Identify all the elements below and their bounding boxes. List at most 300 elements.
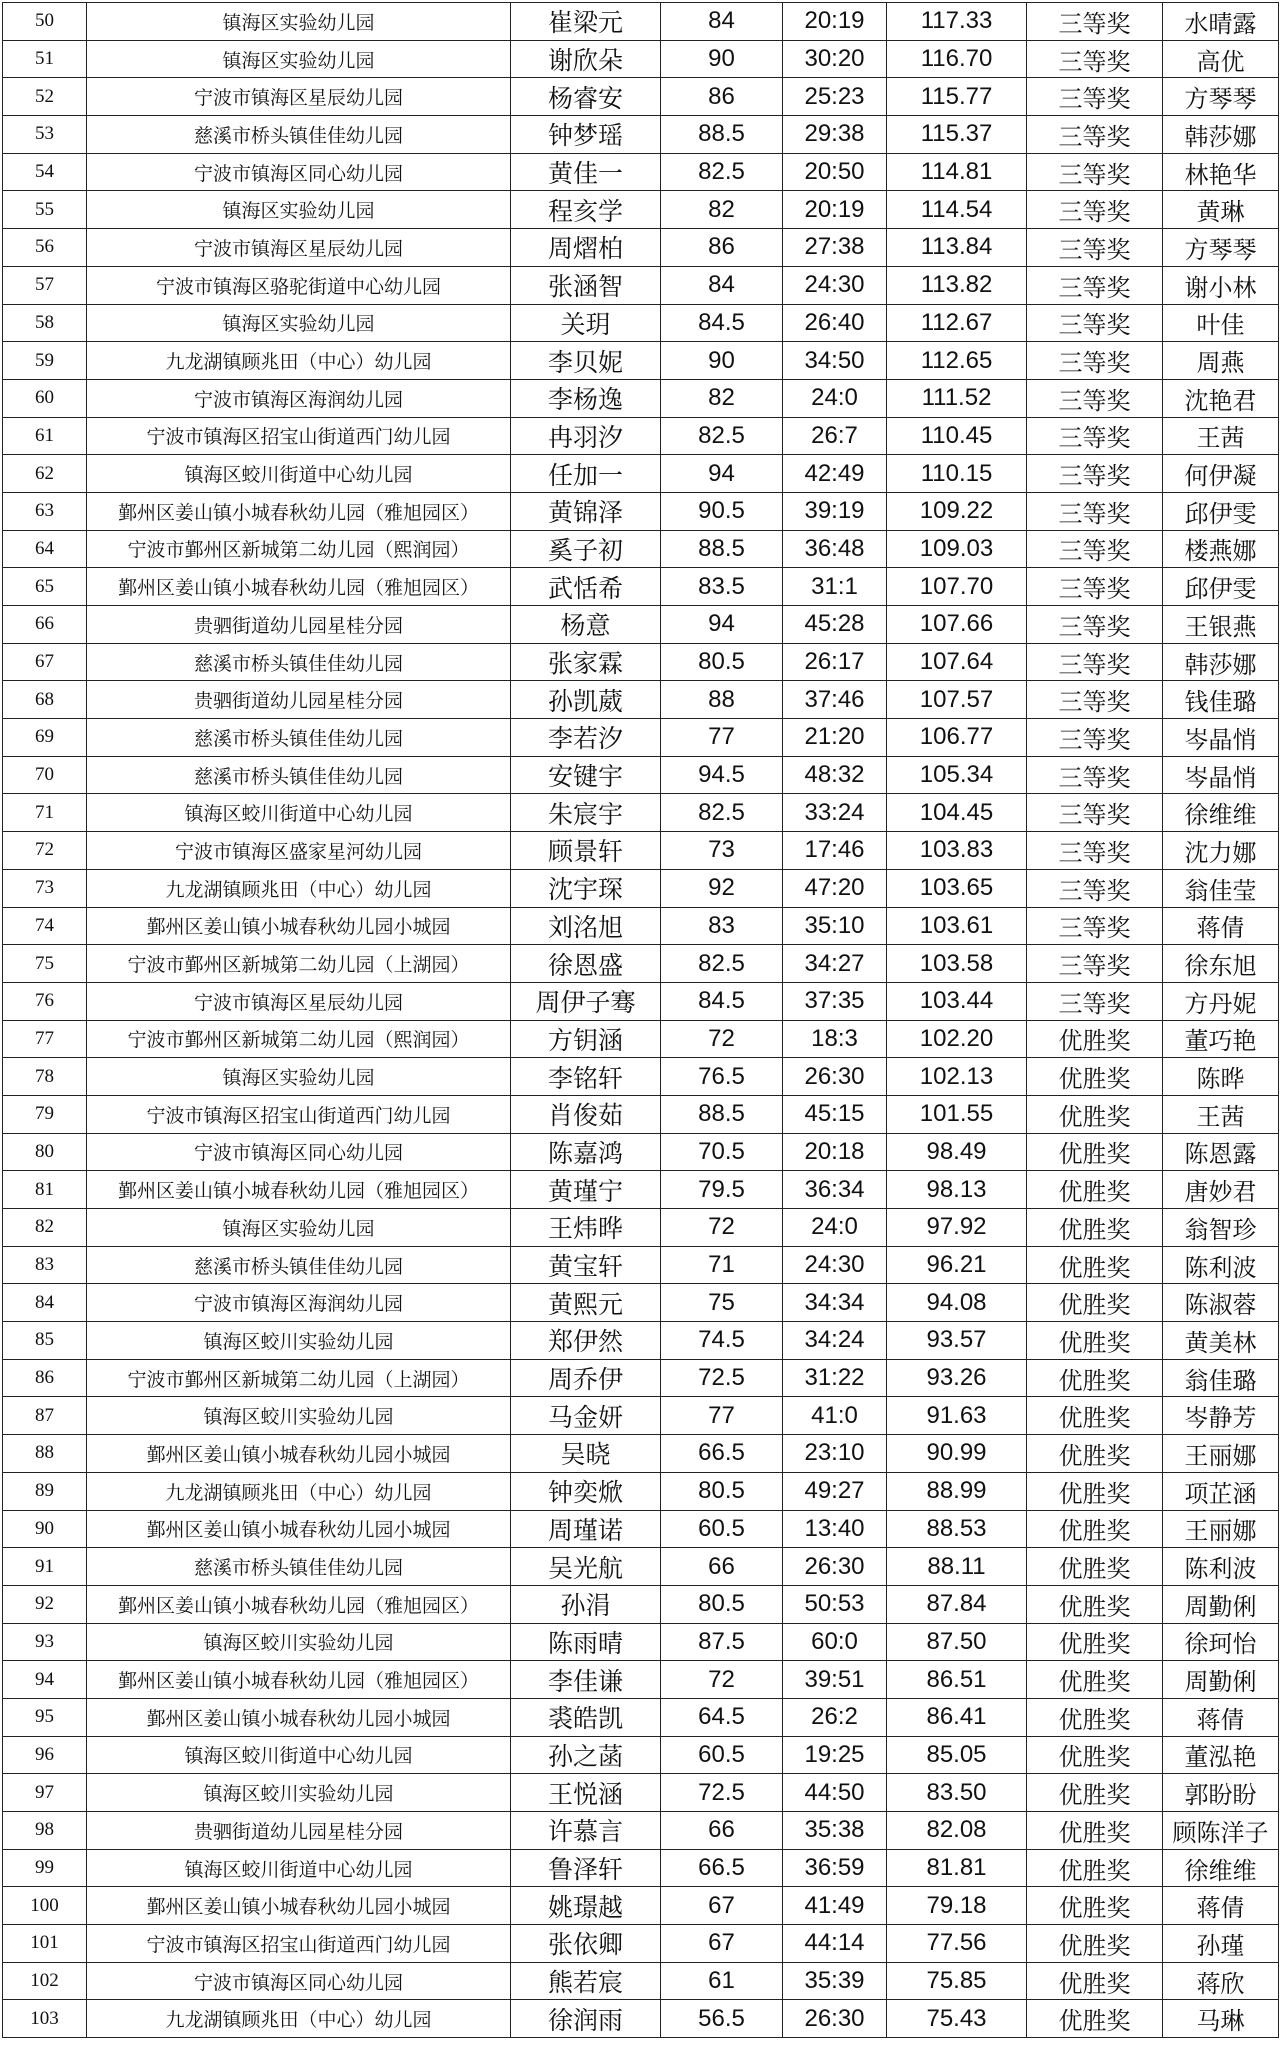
student-name-cell: 王悦涵 [511, 1774, 661, 1812]
award-cell: 优胜奖 [1027, 1548, 1163, 1586]
row-number-cell: 53 [3, 116, 87, 154]
time-cell: 29:38 [783, 116, 887, 154]
award-cell: 三等奖 [1027, 756, 1163, 794]
school-cell: 鄞州区姜山镇小城春秋幼儿园（雅旭园区） [87, 1661, 511, 1699]
time-cell: 36:34 [783, 1171, 887, 1209]
award-cell: 优胜奖 [1027, 1209, 1163, 1247]
student-name-cell: 黄熙元 [511, 1284, 661, 1322]
school-cell: 镇海区实验幼儿园 [87, 1058, 511, 1096]
teacher-cell: 郭盼盼 [1163, 1774, 1279, 1812]
total-score-cell: 105.34 [887, 756, 1027, 794]
score-cell: 77 [661, 719, 783, 757]
student-name-cell: 李贝妮 [511, 342, 661, 380]
student-name-cell: 朱宸宇 [511, 794, 661, 832]
student-name-cell: 程亥学 [511, 191, 661, 229]
award-cell: 优胜奖 [1027, 1887, 1163, 1925]
student-name-cell: 任加一 [511, 455, 661, 493]
teacher-cell: 周勤俐 [1163, 1585, 1279, 1623]
student-name-cell: 谢欣朵 [511, 40, 661, 78]
school-cell: 宁波市鄞州区新城第二幼儿园（上湖园） [87, 1359, 511, 1397]
student-name-cell: 安键宇 [511, 756, 661, 794]
school-cell: 贵驷街道幼儿园星桂分园 [87, 1812, 511, 1850]
student-name-cell: 关玥 [511, 304, 661, 342]
award-cell: 优胜奖 [1027, 1246, 1163, 1284]
time-cell: 23:10 [783, 1435, 887, 1473]
total-score-cell: 107.66 [887, 606, 1027, 644]
school-cell: 鄞州区姜山镇小城春秋幼儿园小城园 [87, 1435, 511, 1473]
school-cell: 宁波市镇海区星辰幼儿园 [87, 78, 511, 116]
table-row [3, 568, 1279, 606]
student-name-cell: 武恬希 [511, 568, 661, 606]
school-cell: 宁波市镇海区招宝山街道西门幼儿园 [87, 1095, 511, 1133]
award-cell: 优胜奖 [1027, 1962, 1163, 2000]
time-cell: 19:25 [783, 1736, 887, 1774]
row-number-cell: 75 [3, 945, 87, 983]
score-cell: 80.5 [661, 1585, 783, 1623]
total-score-cell: 82.08 [887, 1812, 1027, 1850]
teacher-cell: 孙瑾 [1163, 1925, 1279, 1963]
award-cell: 三等奖 [1027, 266, 1163, 304]
time-cell: 26:17 [783, 643, 887, 681]
score-cell: 84.5 [661, 304, 783, 342]
score-cell: 82 [661, 379, 783, 417]
time-cell: 37:46 [783, 681, 887, 719]
time-cell: 34:50 [783, 342, 887, 380]
time-cell: 35:10 [783, 907, 887, 945]
row-number-cell: 93 [3, 1623, 87, 1661]
total-score-cell: 87.50 [887, 1623, 1027, 1661]
award-cell: 三等奖 [1027, 681, 1163, 719]
teacher-cell: 蒋倩 [1163, 1887, 1279, 1925]
teacher-cell: 钱佳璐 [1163, 681, 1279, 719]
table-row [3, 78, 1279, 116]
table-row [3, 1359, 1279, 1397]
time-cell: 20:19 [783, 191, 887, 229]
table-row [3, 869, 1279, 907]
teacher-cell: 顾陈洋子 [1163, 1812, 1279, 1850]
school-cell: 慈溪市桥头镇佳佳幼儿园 [87, 116, 511, 154]
total-score-cell: 117.33 [887, 3, 1027, 41]
student-name-cell: 孙凯葳 [511, 681, 661, 719]
row-number-cell: 59 [3, 342, 87, 380]
total-score-cell: 83.50 [887, 1774, 1027, 1812]
award-cell: 三等奖 [1027, 869, 1163, 907]
row-number-cell: 87 [3, 1397, 87, 1435]
teacher-cell: 水晴露 [1163, 3, 1279, 41]
total-score-cell: 107.70 [887, 568, 1027, 606]
total-score-cell: 96.21 [887, 1246, 1027, 1284]
total-score-cell: 85.05 [887, 1736, 1027, 1774]
score-cell: 82 [661, 191, 783, 229]
award-cell: 三等奖 [1027, 191, 1163, 229]
table-row [3, 1435, 1279, 1473]
score-cell: 88.5 [661, 530, 783, 568]
table-row [3, 266, 1279, 304]
total-score-cell: 91.63 [887, 1397, 1027, 1435]
row-number-cell: 79 [3, 1095, 87, 1133]
row-number-cell: 72 [3, 832, 87, 870]
award-cell: 优胜奖 [1027, 1585, 1163, 1623]
table-row [3, 1058, 1279, 1096]
teacher-cell: 王银燕 [1163, 606, 1279, 644]
school-cell: 镇海区实验幼儿园 [87, 40, 511, 78]
total-score-cell: 104.45 [887, 794, 1027, 832]
score-cell: 67 [661, 1925, 783, 1963]
table-row [3, 606, 1279, 644]
total-score-cell: 103.58 [887, 945, 1027, 983]
award-cell: 优胜奖 [1027, 1359, 1163, 1397]
table-row [3, 681, 1279, 719]
total-score-cell: 111.52 [887, 379, 1027, 417]
student-name-cell: 熊若宸 [511, 1962, 661, 2000]
student-name-cell: 冉羽汐 [511, 417, 661, 455]
table-row [3, 1133, 1279, 1171]
total-score-cell: 113.84 [887, 229, 1027, 267]
teacher-cell: 翁智珍 [1163, 1209, 1279, 1247]
score-cell: 94 [661, 455, 783, 493]
table-row [3, 1925, 1279, 1963]
student-name-cell: 黄宝轩 [511, 1246, 661, 1284]
school-cell: 宁波市镇海区盛家星河幼儿园 [87, 832, 511, 870]
teacher-cell: 沈艳君 [1163, 379, 1279, 417]
total-score-cell: 77.56 [887, 1925, 1027, 1963]
total-score-cell: 110.45 [887, 417, 1027, 455]
teacher-cell: 陈利波 [1163, 1246, 1279, 1284]
teacher-cell: 蒋欣 [1163, 1962, 1279, 2000]
teacher-cell: 岑晶悄 [1163, 719, 1279, 757]
student-name-cell: 崔梁元 [511, 3, 661, 41]
award-cell: 优胜奖 [1027, 1322, 1163, 1360]
score-cell: 71 [661, 1246, 783, 1284]
teacher-cell: 王丽娜 [1163, 1435, 1279, 1473]
award-cell: 三等奖 [1027, 229, 1163, 267]
school-cell: 宁波市镇海区同心幼儿园 [87, 153, 511, 191]
score-cell: 72.5 [661, 1774, 783, 1812]
student-name-cell: 张家霖 [511, 643, 661, 681]
total-score-cell: 81.81 [887, 1849, 1027, 1887]
table-row [3, 1020, 1279, 1058]
row-number-cell: 52 [3, 78, 87, 116]
time-cell: 41:49 [783, 1887, 887, 1925]
time-cell: 30:20 [783, 40, 887, 78]
score-cell: 67 [661, 1887, 783, 1925]
student-name-cell: 姚璟越 [511, 1887, 661, 1925]
total-score-cell: 102.13 [887, 1058, 1027, 1096]
teacher-cell: 陈利波 [1163, 1548, 1279, 1586]
school-cell: 九龙湖镇顾兆田（中心）幼儿园 [87, 869, 511, 907]
student-name-cell: 郑伊然 [511, 1322, 661, 1360]
table-row [3, 1887, 1279, 1925]
student-name-cell: 黄锦泽 [511, 492, 661, 530]
score-cell: 80.5 [661, 1472, 783, 1510]
award-cell: 三等奖 [1027, 719, 1163, 757]
score-cell: 77 [661, 1397, 783, 1435]
time-cell: 20:19 [783, 3, 887, 41]
row-number-cell: 98 [3, 1812, 87, 1850]
teacher-cell: 周勤俐 [1163, 1661, 1279, 1699]
total-score-cell: 87.84 [887, 1585, 1027, 1623]
time-cell: 26:40 [783, 304, 887, 342]
time-cell: 49:27 [783, 1472, 887, 1510]
student-name-cell: 周乔伊 [511, 1359, 661, 1397]
total-score-cell: 101.55 [887, 1095, 1027, 1133]
time-cell: 26:7 [783, 417, 887, 455]
table-row [3, 1246, 1279, 1284]
row-number-cell: 66 [3, 606, 87, 644]
total-score-cell: 109.22 [887, 492, 1027, 530]
row-number-cell: 88 [3, 1435, 87, 1473]
total-score-cell: 103.61 [887, 907, 1027, 945]
time-cell: 34:24 [783, 1322, 887, 1360]
teacher-cell: 楼燕娜 [1163, 530, 1279, 568]
total-score-cell: 102.20 [887, 1020, 1027, 1058]
score-cell: 60.5 [661, 1736, 783, 1774]
row-number-cell: 83 [3, 1246, 87, 1284]
student-name-cell: 徐润雨 [511, 2000, 661, 2038]
award-cell: 三等奖 [1027, 945, 1163, 983]
score-cell: 66.5 [661, 1435, 783, 1473]
score-cell: 56.5 [661, 2000, 783, 2038]
row-number-cell: 74 [3, 907, 87, 945]
school-cell: 宁波市鄞州区新城第二幼儿园（熙润园） [87, 530, 511, 568]
school-cell: 镇海区蛟川街道中心幼儿园 [87, 1736, 511, 1774]
row-number-cell: 63 [3, 492, 87, 530]
time-cell: 35:39 [783, 1962, 887, 2000]
award-cell: 优胜奖 [1027, 1171, 1163, 1209]
time-cell: 45:28 [783, 606, 887, 644]
table-row [3, 1472, 1279, 1510]
time-cell: 35:38 [783, 1812, 887, 1850]
total-score-cell: 93.57 [887, 1322, 1027, 1360]
teacher-cell: 马琳 [1163, 2000, 1279, 2038]
score-cell: 84 [661, 3, 783, 41]
school-cell: 宁波市镇海区海润幼儿园 [87, 379, 511, 417]
teacher-cell: 陈恩露 [1163, 1133, 1279, 1171]
teacher-cell: 陈淑蓉 [1163, 1284, 1279, 1322]
award-cell: 三等奖 [1027, 417, 1163, 455]
total-score-cell: 86.41 [887, 1698, 1027, 1736]
total-score-cell: 88.99 [887, 1472, 1027, 1510]
score-cell: 79.5 [661, 1171, 783, 1209]
total-score-cell: 110.15 [887, 455, 1027, 493]
table-row [3, 643, 1279, 681]
student-name-cell: 黄佳一 [511, 153, 661, 191]
time-cell: 26:30 [783, 1058, 887, 1096]
school-cell: 镇海区实验幼儿园 [87, 3, 511, 41]
award-cell: 三等奖 [1027, 643, 1163, 681]
total-score-cell: 88.11 [887, 1548, 1027, 1586]
time-cell: 33:24 [783, 794, 887, 832]
award-cell: 优胜奖 [1027, 1058, 1163, 1096]
school-cell: 镇海区蛟川实验幼儿园 [87, 1623, 511, 1661]
table-row [3, 1397, 1279, 1435]
total-score-cell: 107.64 [887, 643, 1027, 681]
school-cell: 鄞州区姜山镇小城春秋幼儿园小城园 [87, 1698, 511, 1736]
total-score-cell: 103.83 [887, 832, 1027, 870]
time-cell: 26:30 [783, 2000, 887, 2038]
teacher-cell: 徐维维 [1163, 1849, 1279, 1887]
school-cell: 镇海区实验幼儿园 [87, 191, 511, 229]
award-cell: 三等奖 [1027, 40, 1163, 78]
teacher-cell: 董巧艳 [1163, 1020, 1279, 1058]
student-name-cell: 李若汐 [511, 719, 661, 757]
award-cell: 优胜奖 [1027, 1397, 1163, 1435]
score-cell: 72.5 [661, 1359, 783, 1397]
school-cell: 镇海区蛟川实验幼儿园 [87, 1322, 511, 1360]
award-cell: 三等奖 [1027, 832, 1163, 870]
teacher-cell: 周燕 [1163, 342, 1279, 380]
score-cell: 88.5 [661, 1095, 783, 1133]
student-name-cell: 方钥涵 [511, 1020, 661, 1058]
score-cell: 86 [661, 229, 783, 267]
row-number-cell: 60 [3, 379, 87, 417]
school-cell: 镇海区实验幼儿园 [87, 304, 511, 342]
score-cell: 92 [661, 869, 783, 907]
time-cell: 17:46 [783, 832, 887, 870]
student-name-cell: 陈雨晴 [511, 1623, 661, 1661]
teacher-cell: 林艳华 [1163, 153, 1279, 191]
school-cell: 宁波市镇海区星辰幼儿园 [87, 229, 511, 267]
row-number-cell: 82 [3, 1209, 87, 1247]
award-cell: 优胜奖 [1027, 1774, 1163, 1812]
time-cell: 31:1 [783, 568, 887, 606]
school-cell: 镇海区蛟川实验幼儿园 [87, 1774, 511, 1812]
table-row [3, 3, 1279, 41]
award-cell: 优胜奖 [1027, 1849, 1163, 1887]
row-number-cell: 90 [3, 1510, 87, 1548]
student-name-cell: 孙之菡 [511, 1736, 661, 1774]
time-cell: 24:30 [783, 266, 887, 304]
student-name-cell: 李佳谦 [511, 1661, 661, 1699]
row-number-cell: 51 [3, 40, 87, 78]
school-cell: 鄞州区姜山镇小城春秋幼儿园小城园 [87, 1510, 511, 1548]
table-row [3, 153, 1279, 191]
score-cell: 82.5 [661, 945, 783, 983]
score-cell: 82.5 [661, 794, 783, 832]
row-number-cell: 57 [3, 266, 87, 304]
award-cell: 三等奖 [1027, 342, 1163, 380]
table-row [3, 1510, 1279, 1548]
teacher-cell: 项芷涵 [1163, 1472, 1279, 1510]
student-name-cell: 李铭轩 [511, 1058, 661, 1096]
row-number-cell: 62 [3, 455, 87, 493]
table-row [3, 1284, 1279, 1322]
score-cell: 72 [661, 1209, 783, 1247]
total-score-cell: 90.99 [887, 1435, 1027, 1473]
award-cell: 优胜奖 [1027, 1095, 1163, 1133]
total-score-cell: 93.26 [887, 1359, 1027, 1397]
school-cell: 九龙湖镇顾兆田（中心）幼儿园 [87, 2000, 511, 2038]
table-row [3, 1962, 1279, 2000]
table-row [3, 1095, 1279, 1133]
student-name-cell: 周伊子骞 [511, 982, 661, 1020]
table-row [3, 1171, 1279, 1209]
award-cell: 三等奖 [1027, 530, 1163, 568]
time-cell: 44:50 [783, 1774, 887, 1812]
total-score-cell: 98.13 [887, 1171, 1027, 1209]
award-cell: 优胜奖 [1027, 1736, 1163, 1774]
time-cell: 13:40 [783, 1510, 887, 1548]
table-row [3, 1849, 1279, 1887]
row-number-cell: 54 [3, 153, 87, 191]
student-name-cell: 钟奕焮 [511, 1472, 661, 1510]
school-cell: 宁波市镇海区骆驼街道中心幼儿园 [87, 266, 511, 304]
school-cell: 镇海区蛟川街道中心幼儿园 [87, 455, 511, 493]
table-row [3, 191, 1279, 229]
results-table-body [3, 3, 1279, 2038]
total-score-cell: 103.65 [887, 869, 1027, 907]
table-row [3, 1548, 1279, 1586]
award-cell: 三等奖 [1027, 116, 1163, 154]
time-cell: 45:15 [783, 1095, 887, 1133]
table-row [3, 229, 1279, 267]
time-cell: 36:48 [783, 530, 887, 568]
student-name-cell: 杨意 [511, 606, 661, 644]
time-cell: 18:3 [783, 1020, 887, 1058]
table-row [3, 40, 1279, 78]
table-row [3, 1736, 1279, 1774]
time-cell: 34:27 [783, 945, 887, 983]
school-cell: 宁波市鄞州区新城第二幼儿园（上湖园） [87, 945, 511, 983]
total-score-cell: 98.49 [887, 1133, 1027, 1171]
award-cell: 三等奖 [1027, 606, 1163, 644]
row-number-cell: 97 [3, 1774, 87, 1812]
row-number-cell: 94 [3, 1661, 87, 1699]
time-cell: 20:18 [783, 1133, 887, 1171]
total-score-cell: 107.57 [887, 681, 1027, 719]
row-number-cell: 92 [3, 1585, 87, 1623]
school-cell: 贵驷街道幼儿园星桂分园 [87, 681, 511, 719]
school-cell: 宁波市镇海区同心幼儿园 [87, 1962, 511, 2000]
score-cell: 83 [661, 907, 783, 945]
student-name-cell: 陈嘉鸿 [511, 1133, 661, 1171]
table-row [3, 1209, 1279, 1247]
award-cell: 三等奖 [1027, 153, 1163, 191]
total-score-cell: 109.03 [887, 530, 1027, 568]
score-cell: 72 [661, 1020, 783, 1058]
table-row [3, 794, 1279, 832]
teacher-cell: 徐维维 [1163, 794, 1279, 832]
score-cell: 82.5 [661, 417, 783, 455]
time-cell: 26:2 [783, 1698, 887, 1736]
score-cell: 75 [661, 1284, 783, 1322]
total-score-cell: 115.37 [887, 116, 1027, 154]
total-score-cell: 103.44 [887, 982, 1027, 1020]
total-score-cell: 114.81 [887, 153, 1027, 191]
total-score-cell: 97.92 [887, 1209, 1027, 1247]
teacher-cell: 韩莎娜 [1163, 116, 1279, 154]
table-row [3, 1322, 1279, 1360]
student-name-cell: 周瑾诺 [511, 1510, 661, 1548]
time-cell: 42:49 [783, 455, 887, 493]
award-cell: 优胜奖 [1027, 1020, 1163, 1058]
school-cell: 镇海区蛟川街道中心幼儿园 [87, 794, 511, 832]
table-row [3, 832, 1279, 870]
student-name-cell: 许慕言 [511, 1812, 661, 1850]
time-cell: 25:23 [783, 78, 887, 116]
table-row [3, 907, 1279, 945]
teacher-cell: 邱伊雯 [1163, 492, 1279, 530]
row-number-cell: 89 [3, 1472, 87, 1510]
table-row [3, 492, 1279, 530]
row-number-cell: 85 [3, 1322, 87, 1360]
total-score-cell: 75.43 [887, 2000, 1027, 2038]
teacher-cell: 黄琳 [1163, 191, 1279, 229]
table-row [3, 1774, 1279, 1812]
teacher-cell: 方琴琴 [1163, 229, 1279, 267]
total-score-cell: 112.67 [887, 304, 1027, 342]
student-name-cell: 徐恩盛 [511, 945, 661, 983]
